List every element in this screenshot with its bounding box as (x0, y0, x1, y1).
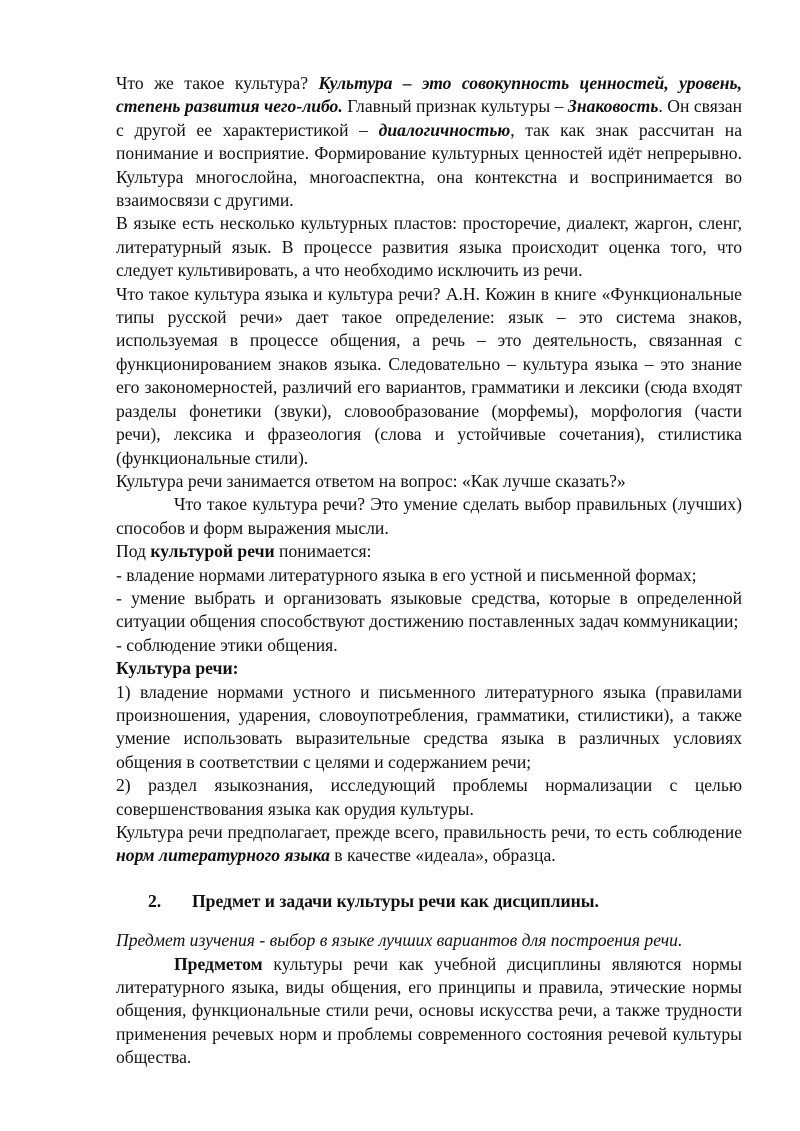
term-literary-norms: норм литературного языка (116, 845, 330, 866)
paragraph-subject-of-study: Предмет изучения - выбор в языке лучших вариантов для построения речи. (116, 930, 683, 951)
text-run: культуры речи как учебной дисциплины являются нормы литературного языка, виды общения, его принципы и правила, этические нормы общения, функциональные стили речи, основы искусства речи, а также трудности применения речевых норм и проблемы современного состояния речевой культуры общества. (116, 953, 742, 1068)
text-run: понимается: (274, 541, 372, 562)
paragraph-cultural-layers: В языке есть несколько культурных пластов: просторечие, диалект, жаргон, сленг, литературный язык. В процессе развития языка происходит оценка того, что следует культивировать, а что необходимо исключить из речи. (116, 213, 742, 281)
list-item: - владение нормами литературного языка в его устной и письменной формах; (116, 564, 697, 585)
paragraph-subject-definition (116, 953, 742, 1070)
term-predmetom: Предметом (174, 953, 263, 974)
section-number: 2. (148, 890, 162, 911)
section-heading (116, 890, 742, 913)
text-run: Под (116, 541, 151, 562)
text-run: Культура речи предполагает, прежде всего, правильность речи, то есть соблюдение (116, 822, 742, 842)
text-run: Главный признак культуры – (342, 96, 568, 117)
text-run: . Он связан с другой ее характеристикой – (116, 96, 742, 140)
term-kulturoy-rechi: культурой речи (150, 541, 275, 562)
paragraph-speech-culture-question: Культура речи занимается ответом на вопрос: «Как лучше сказать?» (116, 470, 626, 491)
numbered-item: 2) раздел языкознания, исследующий проблемы нормализации с целью совершенствования языка как орудия культуры. (116, 775, 742, 819)
text-run: в качестве «идеала», образца. (329, 845, 556, 866)
subheading-speech-culture: Культура речи: (116, 658, 239, 679)
list-item: - умение выбрать и организовать языковые средства, которые в определенной ситуации общения способствуют достижению поставленных задач коммуникации; (116, 587, 742, 632)
paragraph-what-is-speech-culture: Что такое культура речи? Это умение сделать выбор правильных (лучших) способов и форм выражения мысли. (116, 494, 742, 538)
paragraph-speech-culture-intro (116, 540, 742, 563)
list-item: - соблюдение этики общения. (116, 634, 338, 655)
text-run: , так как знак рассчитан на понимание и восприятие. Формирование культурных ценностей идёт непрерывно. Культура многослойна, многоаспектна, она контекстна и воспринимается во взаимосвязи с другими. (116, 119, 742, 211)
text-run: Что же такое культура? (116, 73, 319, 93)
numbered-item: 1) владение нормами устного и письменного литературного языка (правилами произношения, ударения, словоупотребления, грамматики, стилистики), а также умение использовать выразительные средства языка в различных условиях общения в соответствии с целями и содержанием речи; (116, 681, 742, 772)
culture-definition-bold-italic: Культура – это совокупность ценностей, уровень, степень развития чего-либо. (116, 73, 742, 117)
paragraph-culture-definition (116, 72, 742, 212)
paragraph-correctness (116, 821, 742, 868)
section-title: Предмет и задачи культуры речи как дисциплины. (192, 890, 599, 911)
paragraph-language-and-speech-culture: Что такое культура языка и культура речи? А.Н. Кожин в книге «Функциональные типы русской речи» дает такое определение: язык – это система знаков, используемая в процессе общения, а речь – это деятельность, связанная с функционированием знаков языка. Следовательно – культура языка – это знание его закономерностей, различий его вариантов, грамматики и лексики (сюда входят разделы фонетики (звуки), словообразование (морфемы), морфология (части речи), лексика и фразеология (слова и устойчивые сочетания), стилистика (функциональные стили). (116, 283, 742, 468)
term-znakovost: Знаковость (567, 96, 659, 117)
term-dialogichnost: диалогичностью (378, 119, 511, 140)
